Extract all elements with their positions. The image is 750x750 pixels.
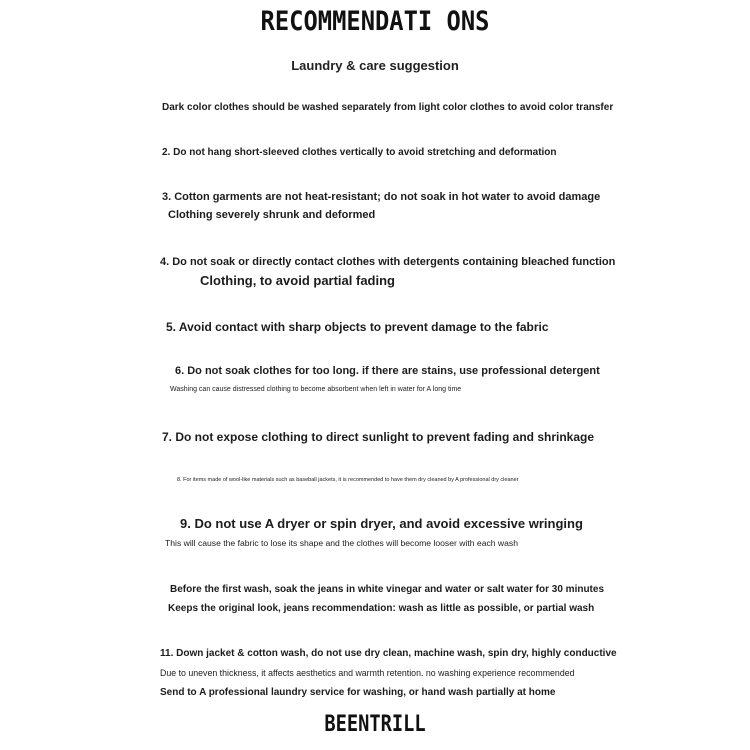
tip-1: Dark color clothes should be washed separately from light color clothes to avoid color transfer bbox=[162, 102, 614, 113]
tip-5: 5. Avoid contact with sharp objects to prevent damage to the fabric bbox=[166, 320, 549, 334]
tip-9-note: This will cause the fabric to lose its shape and the clothes will become looser with each wash bbox=[165, 538, 518, 548]
tip-10: Before the first wash, soak the jeans in white vinegar and water or salt water for 30 minutes bbox=[170, 584, 605, 595]
tip-7: 7. Do not expose clothing to direct sunlight to prevent fading and shrinkage bbox=[162, 430, 595, 444]
tip-3: 3. Cotton garments are not heat-resistant; do not soak in hot water to avoid damage bbox=[162, 191, 601, 203]
tip-9: 9. Do not use A dryer or spin dryer, and avoid excessive wringing bbox=[180, 516, 583, 531]
page-title: RECOMMENDATI ONS bbox=[260, 6, 490, 37]
tip-11-note: Due to uneven thickness, it affects aesthetics and warmth retention. no washing experience recommended bbox=[160, 668, 575, 678]
tip-3-continued: Clothing severely shrunk and deformed bbox=[168, 209, 376, 221]
page-subtitle: Laundry & care suggestion bbox=[291, 58, 459, 73]
tip-10-continued: Keeps the original look, jeans recommendation: wash as little as possible, or partial wash bbox=[168, 603, 595, 614]
tip-8: 8. For items made of wool-like materials such as baseball jackets, it is recommended to have them dry cleaned by A professional dry cleaner bbox=[177, 477, 519, 483]
tip-6: 6. Do not soak clothes for too long. if there are stains, use professional detergent bbox=[175, 365, 600, 377]
tip-4: 4. Do not soak or directly contact clothes with detergents containing bleached function bbox=[160, 256, 616, 268]
tip-4-continued: Clothing, to avoid partial fading bbox=[200, 273, 395, 288]
brand-wordmark: BEENTRILL bbox=[324, 712, 426, 737]
tip-6-note: Washing can cause distressed clothing to become absorbent when left in water for A long time bbox=[170, 386, 462, 393]
tip-2: 2. Do not hang short-sleeved clothes vertically to avoid stretching and deformation bbox=[162, 147, 557, 158]
tip-11: 11. Down jacket & cotton wash, do not use dry clean, machine wash, spin dry, highly conductive bbox=[160, 648, 617, 659]
tip-11-continued: Send to A professional laundry service for washing, or hand wash partially at home bbox=[160, 687, 556, 698]
